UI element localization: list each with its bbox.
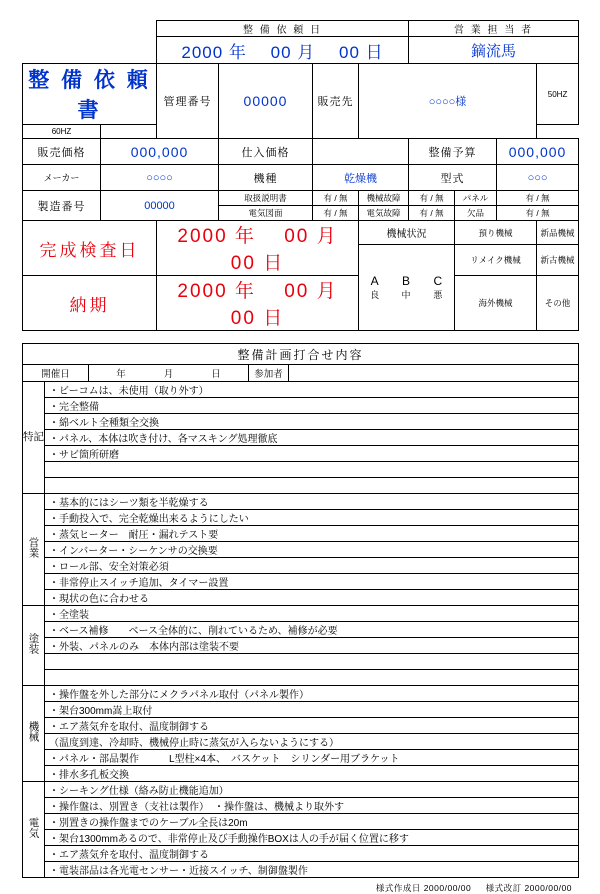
form-footer bbox=[22, 882, 578, 894]
hz-50: 50HZ bbox=[537, 64, 579, 125]
document-title: 整 備 依 頼 書 bbox=[23, 64, 157, 125]
plan-item: ・エア蒸気弁を取付、温度制御する bbox=[45, 718, 579, 734]
plan-item bbox=[45, 670, 579, 686]
purchase-price-value bbox=[313, 139, 409, 165]
plan-item: （温度到達、冷却時、機械停止時に蒸気が入らないようにする） bbox=[45, 734, 579, 750]
sales-price-label: 販売価格 bbox=[23, 139, 101, 165]
section-spacer bbox=[22, 331, 578, 343]
plan-title: 整備計画打合せ内容 bbox=[23, 344, 579, 365]
sales-to-label: 販売先 bbox=[313, 64, 359, 139]
plan-attendee-label: 参加者 bbox=[249, 365, 289, 382]
plan-item: ・操作盤を外した部分にメクラパネル取付（パネル製作） bbox=[45, 686, 579, 702]
condition-option-3: 新古機械 bbox=[537, 245, 579, 276]
check-value-5: 有 / 無 bbox=[497, 206, 579, 221]
condition-option-2: リメイク機械 bbox=[455, 245, 537, 276]
plan-item: ・ビーコムは、未使用（取り外す） bbox=[45, 382, 579, 398]
plan-item: ・電装部品は各光電センサー・近接スイッチ、制御盤製作 bbox=[45, 862, 579, 878]
inspection-date-label: 完成検査日 bbox=[23, 221, 157, 276]
sales-rep-label: 営 業 担 当 者 bbox=[409, 21, 579, 37]
condition-option-5: その他 bbox=[537, 276, 579, 331]
maker-value: ○○○○ bbox=[101, 165, 219, 191]
plan-item: ・全塗装 bbox=[45, 606, 579, 622]
section-label-denki: 電気 bbox=[23, 782, 45, 878]
serial-label: 製造番号 bbox=[23, 191, 101, 221]
type-value: ○○○ bbox=[497, 165, 579, 191]
check-label-5: 欠品 bbox=[455, 206, 497, 221]
check-label-0: 取扱説明書 bbox=[219, 191, 313, 206]
footer-created-value: 2000/00/00 bbox=[423, 883, 472, 893]
plan-item: ・架台1300mmあるので、非常停止及び手動操作BOXは人の手が届く位置に移す bbox=[45, 830, 579, 846]
type-label: 型式 bbox=[409, 165, 497, 191]
plan-item: ・パネル・部品製作 L型柱×4本、 バスケット シリンダー用ブラケット bbox=[45, 750, 579, 766]
footer-revised-label: 様式改訂 bbox=[485, 883, 522, 893]
plan-item: ・エア蒸気弁を取付、温度制御する bbox=[45, 846, 579, 862]
plan-item: ・パネル、本体は吹き付け、各マスキング処理徹底 bbox=[45, 430, 579, 446]
grade-b: B bbox=[402, 274, 411, 288]
footer-created-label: 様式作成日 bbox=[375, 883, 421, 893]
plan-item: ・インバーター・シーケンサの交換要 bbox=[45, 542, 579, 558]
purchase-price-label: 仕入価格 bbox=[219, 139, 313, 165]
sales-rep-value: 鏑流馬 bbox=[409, 37, 579, 64]
sales-to-value: ○○○○様 bbox=[359, 64, 537, 139]
plan-item: ・別置きの操作盤までのケーブル全長は20m bbox=[45, 814, 579, 830]
header-info-table bbox=[22, 20, 579, 331]
check-value-0: 有 / 無 bbox=[313, 191, 359, 206]
condition-grades bbox=[359, 245, 455, 331]
plan-attendee-value bbox=[289, 365, 579, 382]
plan-item: ・非常停止スイッチ追加、タイマー設置 bbox=[45, 574, 579, 590]
plan-item: ・ベース補修 ベース全体的に、削れているため、補修が必要 bbox=[45, 622, 579, 638]
plan-item: ・架台300mm嵩上取付 bbox=[45, 702, 579, 718]
section-label-kikai: 機械 bbox=[23, 686, 45, 782]
sales-price-value: 000,000 bbox=[101, 139, 219, 165]
check-value-3: 有 / 無 bbox=[313, 206, 359, 221]
maker-label: メーカー bbox=[23, 165, 101, 191]
plan-item bbox=[45, 654, 579, 670]
check-value-2: 有 / 無 bbox=[497, 191, 579, 206]
budget-label: 整備予算 bbox=[409, 139, 497, 165]
request-date-label: 整 備 依 頼 日 bbox=[157, 21, 409, 37]
plan-start-label: 開催日 bbox=[23, 365, 89, 382]
grade-sub-mid: 中 bbox=[401, 290, 411, 300]
plan-item: ・現状の色に合わせる bbox=[45, 590, 579, 606]
check-label-3: 電気図面 bbox=[219, 206, 313, 221]
check-label-2: パネル bbox=[455, 191, 497, 206]
control-no-value: 00000 bbox=[219, 64, 313, 139]
check-label-1: 機械故障 bbox=[359, 191, 409, 206]
maintenance-plan-table bbox=[22, 343, 579, 878]
condition-option-1: 新品機械 bbox=[537, 221, 579, 245]
condition-option-4: 海外機械 bbox=[455, 276, 537, 331]
check-label-4: 電気故障 bbox=[359, 206, 409, 221]
model-value: 乾燥機 bbox=[313, 165, 409, 191]
control-no-label: 管理番号 bbox=[157, 64, 219, 139]
grade-sub-good: 良 bbox=[370, 290, 380, 300]
plan-item bbox=[45, 462, 579, 478]
plan-item: ・サビ箇所研磨 bbox=[45, 446, 579, 462]
plan-item: ・完全整備 bbox=[45, 398, 579, 414]
check-value-4: 有 / 無 bbox=[409, 206, 455, 221]
budget-value: 000,000 bbox=[497, 139, 579, 165]
inspection-date-value: 2000 年 00 月 00 日 bbox=[157, 221, 359, 276]
plan-item: ・外装、パネルのみ 本体内部は塗装不要 bbox=[45, 638, 579, 654]
plan-item: ・シーキング仕様（絡み防止機能追加） bbox=[45, 782, 579, 798]
plan-item: ・排水多孔板交換 bbox=[45, 766, 579, 782]
serial-value: 00000 bbox=[101, 191, 219, 221]
grade-c: C bbox=[433, 274, 443, 288]
grade-a: A bbox=[370, 274, 379, 288]
plan-item: ・操作盤は、別置き（支社は製作） ・操作盤は、機械より取外す bbox=[45, 798, 579, 814]
plan-item: ・綿ベルト全種類全交換 bbox=[45, 414, 579, 430]
footer-revised-value: 2000/00/00 bbox=[524, 883, 572, 893]
plan-item: ・ロール部、安全対策必須 bbox=[45, 558, 579, 574]
request-date-value: 2000 年 00 月 00 日 bbox=[157, 37, 409, 64]
plan-item: ・蒸気ヒーター 耐圧・漏れテスト要 bbox=[45, 526, 579, 542]
plan-item bbox=[45, 478, 579, 494]
delivery-date-label: 納期 bbox=[23, 276, 157, 331]
model-label: 機種 bbox=[219, 165, 313, 191]
delivery-date-value: 2000 年 00 月 00 日 bbox=[157, 276, 359, 331]
plan-item: ・基本的にはシーツ類を半乾燥する bbox=[45, 494, 579, 510]
plan-item: ・手動投入で、完全乾燥出来るようにしたい bbox=[45, 510, 579, 526]
hz-60: 60HZ bbox=[23, 125, 101, 139]
section-label-tokki: 特記 bbox=[23, 382, 45, 494]
check-value-1: 有 / 無 bbox=[409, 191, 455, 206]
section-label-eigyo: 営業 bbox=[23, 494, 45, 606]
condition-option-0: 預り機械 bbox=[455, 221, 537, 245]
grade-sub-bad: 悪 bbox=[433, 290, 443, 300]
section-label-toso: 塗装 bbox=[23, 606, 45, 686]
plan-date-line: 年 月 日 bbox=[89, 365, 249, 382]
condition-title: 機械状況 bbox=[359, 221, 455, 245]
